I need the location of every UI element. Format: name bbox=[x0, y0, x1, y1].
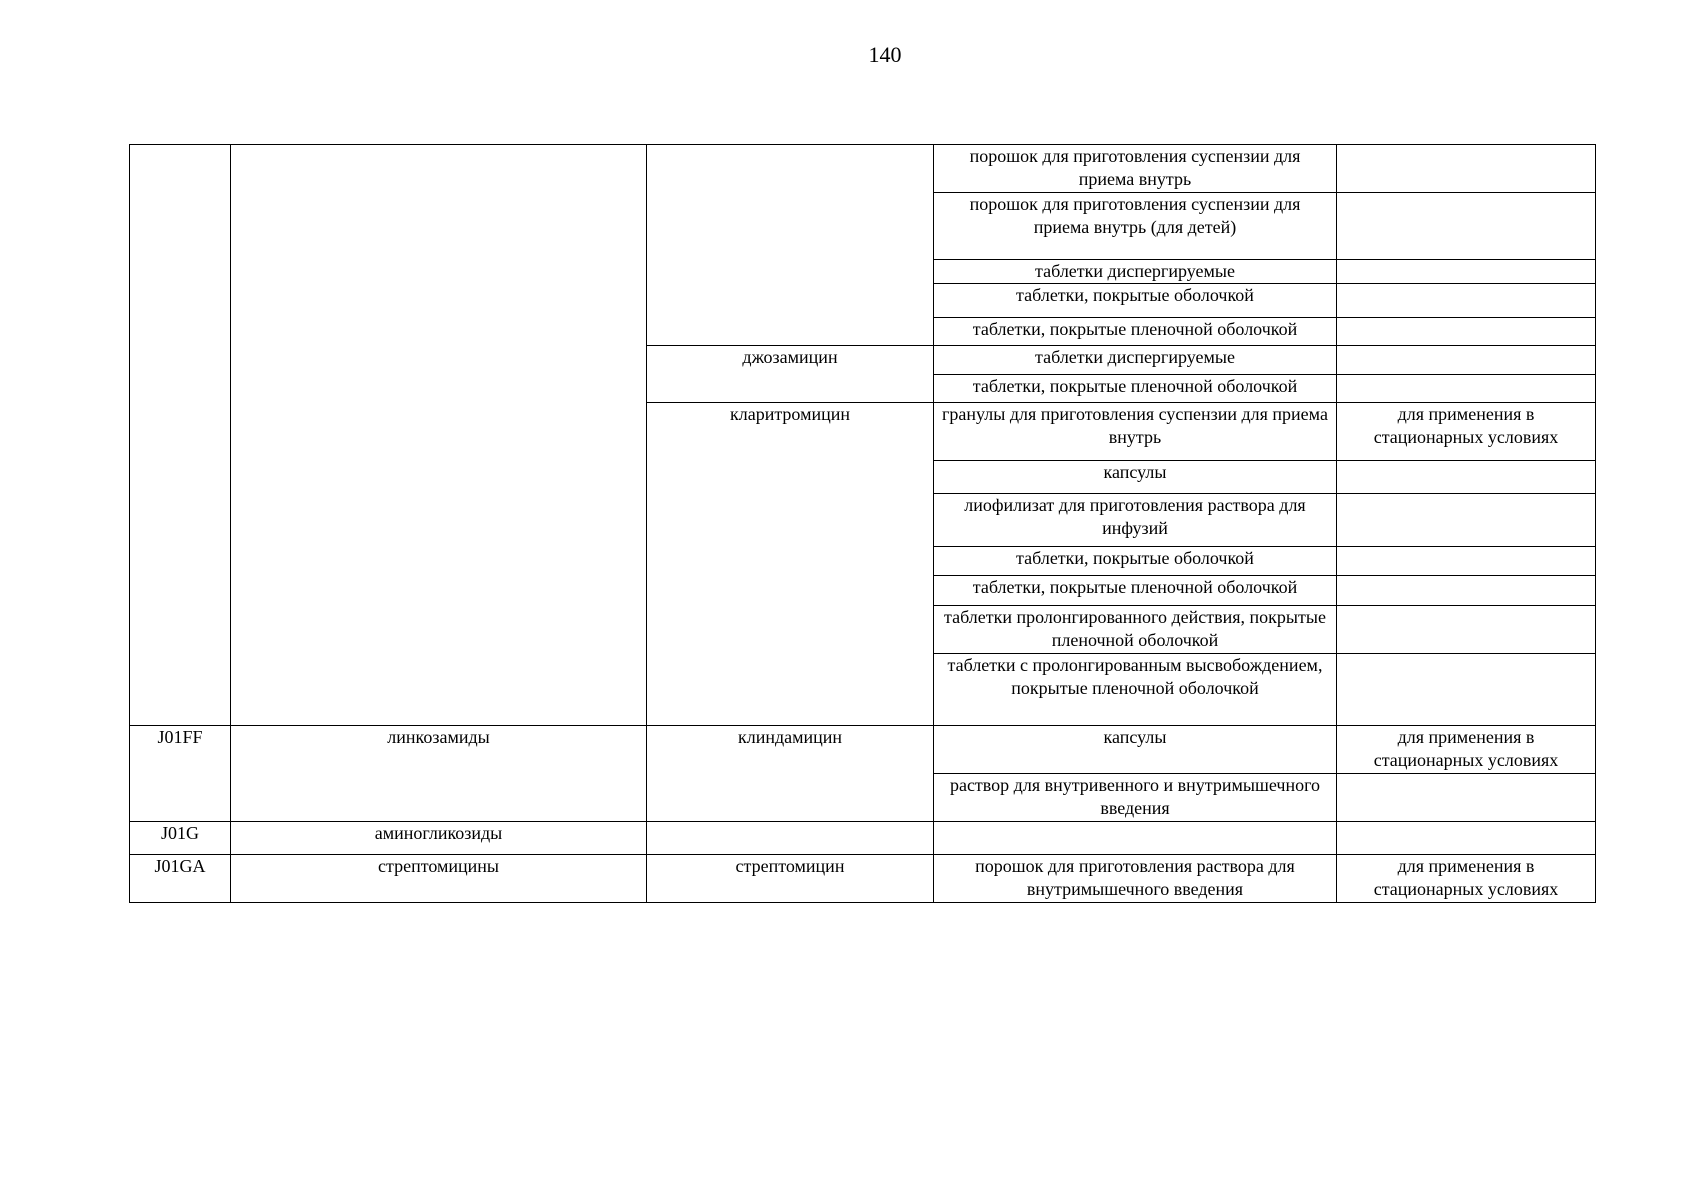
table-row bbox=[130, 855, 1596, 903]
cell-code: J01FF bbox=[130, 726, 231, 822]
cell-inn bbox=[647, 822, 934, 855]
cell-note bbox=[1337, 284, 1596, 318]
cell-inn: клиндамицин bbox=[647, 726, 934, 822]
cell-group: линкозамиды bbox=[231, 726, 647, 822]
cell-inn: стрептомицин bbox=[647, 855, 934, 903]
cell-note bbox=[1337, 822, 1596, 855]
table-row bbox=[130, 145, 1596, 193]
cell-group bbox=[231, 145, 647, 726]
drug-table bbox=[129, 144, 1596, 903]
cell-form: таблетки, покрытые пленочной оболочкой bbox=[934, 318, 1337, 346]
cell-note bbox=[1337, 318, 1596, 346]
cell-note bbox=[1337, 494, 1596, 547]
cell-form: таблетки, покрытые оболочкой bbox=[934, 547, 1337, 576]
cell-form: порошок для приготовления суспензии для приема внутрь (для детей) bbox=[934, 193, 1337, 260]
cell-group: аминогликозиды bbox=[231, 822, 647, 855]
cell-form: таблетки пролонгированного действия, покрытые пленочной оболочкой bbox=[934, 606, 1337, 654]
cell-note bbox=[1337, 193, 1596, 260]
cell-inn: джозамицин bbox=[647, 346, 934, 403]
cell-form: таблетки, покрытые пленочной оболочкой bbox=[934, 375, 1337, 403]
cell-group: стрептомицины bbox=[231, 855, 647, 903]
cell-form: порошок для приготовления суспензии для приема внутрь bbox=[934, 145, 1337, 193]
cell-note bbox=[1337, 547, 1596, 576]
cell-note: для применения в стационарных условиях bbox=[1337, 726, 1596, 774]
cell-code bbox=[130, 145, 231, 726]
cell-note bbox=[1337, 576, 1596, 606]
cell-inn bbox=[647, 145, 934, 346]
cell-note bbox=[1337, 145, 1596, 193]
cell-note: для применения в стационарных условиях bbox=[1337, 855, 1596, 903]
cell-note bbox=[1337, 654, 1596, 726]
cell-note bbox=[1337, 774, 1596, 822]
cell-form: порошок для приготовления раствора для внутримышечного введения bbox=[934, 855, 1337, 903]
cell-form: таблетки с пролонгированным высвобождением, покрытые пленочной оболочкой bbox=[934, 654, 1337, 726]
cell-form: гранулы для приготовления суспензии для приема внутрь bbox=[934, 403, 1337, 461]
cell-note bbox=[1337, 461, 1596, 494]
cell-note bbox=[1337, 346, 1596, 375]
cell-form: лиофилизат для приготовления раствора для инфузий bbox=[934, 494, 1337, 547]
cell-form: капсулы bbox=[934, 461, 1337, 494]
cell-form: таблетки, покрытые оболочкой bbox=[934, 284, 1337, 318]
cell-inn: кларитромицин bbox=[647, 403, 934, 726]
cell-code: J01G bbox=[130, 822, 231, 855]
table-row bbox=[130, 822, 1596, 855]
cell-form: таблетки диспергируемые bbox=[934, 346, 1337, 375]
cell-note bbox=[1337, 375, 1596, 403]
page-number: 140 bbox=[868, 42, 902, 67]
cell-form bbox=[934, 822, 1337, 855]
cell-form: таблетки диспергируемые bbox=[934, 260, 1337, 284]
cell-note bbox=[1337, 606, 1596, 654]
cell-code: J01GA bbox=[130, 855, 231, 903]
table-row bbox=[130, 726, 1596, 774]
cell-note: для применения в стационарных условиях bbox=[1337, 403, 1596, 461]
cell-form: таблетки, покрытые пленочной оболочкой bbox=[934, 576, 1337, 606]
cell-form: раствор для внутривенного и внутримышечного введения bbox=[934, 774, 1337, 822]
cell-note bbox=[1337, 260, 1596, 284]
cell-form: капсулы bbox=[934, 726, 1337, 774]
